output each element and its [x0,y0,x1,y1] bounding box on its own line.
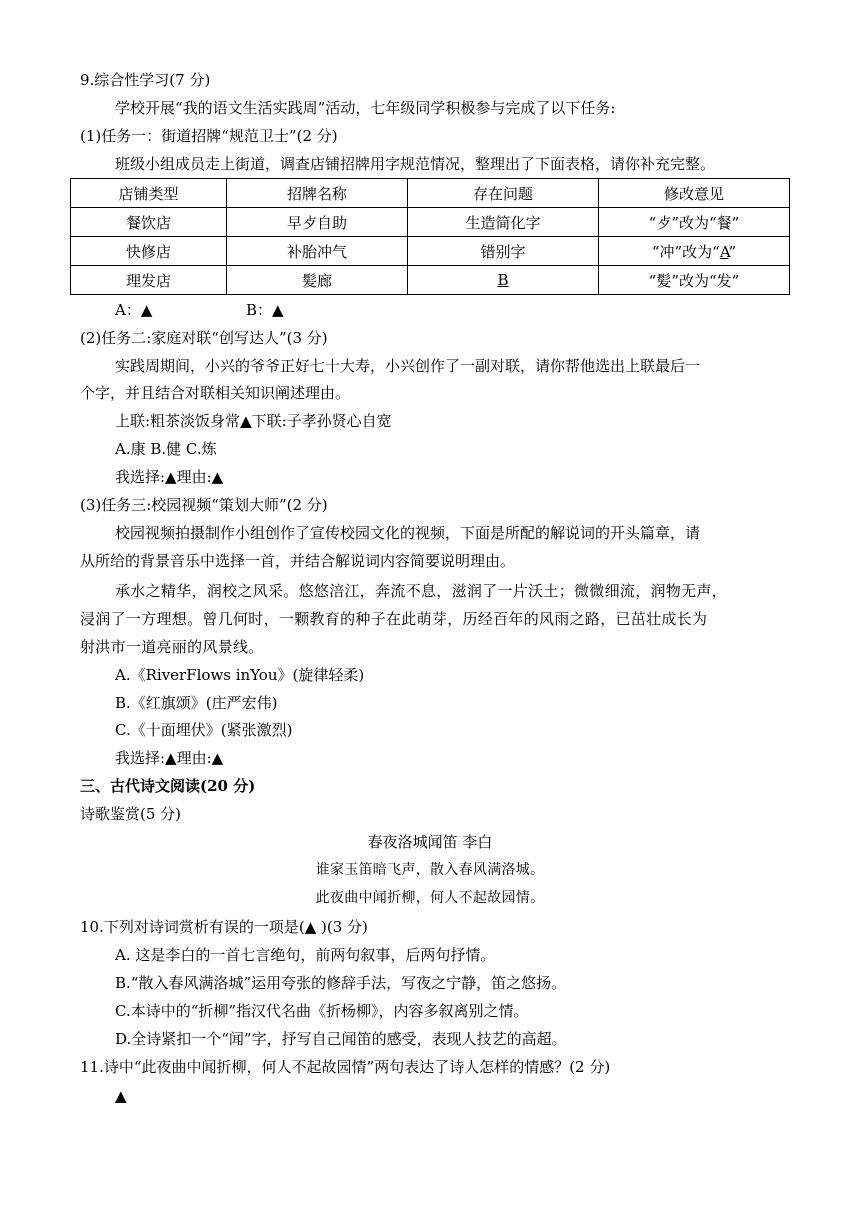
couplet-upper: 上联:粗茶淡饭身常 [115,412,241,430]
table-cell: 生造简化字 [408,208,599,237]
q10-option-d: D.全诗紧扣一个“闻”字，抒写自己闻笛的感受，表现人技艺的高超。 [115,1030,567,1048]
cell-text: “冲”改为“ [651,242,720,261]
table-cell: 理发店 [71,266,227,295]
task2-desc: 实践周期间，小兴的爷爷正好七十大寿，小兴创作了一副对联，请你帮他选出上联最后一 [115,357,701,375]
table-header: 修改意见 [599,179,790,208]
task2-title: (2)任务二:家庭对联“创写达人”(3 分) [80,329,328,347]
cell-text: ” [728,242,737,261]
poem-title: 春夜洛城闻笛 李白 [367,833,493,851]
table-cell: 髪廊 [227,266,408,295]
table-cell: “歺”改为“餐” [599,208,790,237]
couplet-blank: ▲ [240,412,252,430]
poem-line: 此夜曲中闻折柳，何人不起故园情。 [315,890,545,906]
answer-a: A：▲ [115,301,153,319]
q10-option-a: A. 这是李白的一首七言绝句，前两句叙事，后两句抒情。 [115,946,496,964]
music-option-a: A.《RiverFlows inYou》(旋律轻柔) [115,666,365,684]
table-header: 招牌名称 [227,179,408,208]
q9-intro: 学校开展“我的语文生活实践周”活动，七年级同学积极参与完成了以下任务: [115,99,616,117]
table-cell: 错别字 [408,237,599,266]
q11-answer-blank: ▲ [115,1087,127,1105]
music-option-c: C.《十面埋伏》(紧张激烈) [115,721,293,739]
q10-option-c: C.本诗中的“折柳”指汉代名曲《折杨柳》，内容多叙离别之情。 [115,1002,529,1020]
task1-desc: 班级小组成员走上街道，调查店铺招牌用字规范情况，整理出了下面表格，请你补充完整。 [115,155,716,173]
task3-title: (3)任务三:校园视频“策划大师”(2 分) [80,496,328,514]
table-row [71,266,790,295]
blank-a: A [719,242,729,261]
task1-title: (1)任务一：街道招牌“规范卫士”(2 分) [80,127,338,145]
table-header: 店铺类型 [71,179,227,208]
task3-desc: 校园视频拍摄制作小组创作了宣传校园文化的视频，下面是所配的解说词的开头篇章，请 [115,524,701,542]
blank-b: B [408,266,599,295]
task3-desc: 从所给的背景音乐中选择一首，并结合解说词内容简要说明理由。 [80,552,516,570]
table-row [71,237,790,266]
table-cell: 餐饮店 [71,208,227,237]
task2-desc: 个字，并且结合对联相关知识阐述理由。 [80,384,351,402]
table-cell: 早歺自助 [227,208,408,237]
couplet-lower: 下联:子孝孙贤心自宽 [251,412,392,430]
passage-line: 浸润了一方理想。曾几何时，一颗教育的种子在此萌芽，历经百年的风雨之路，已茁壮成长为 [80,610,708,628]
table-header: 存在问题 [408,179,599,208]
table-cell: 快修店 [71,237,227,266]
table-cell: “髪”改为“发” [599,266,790,295]
task3-choose: 我选择:▲理由:▲ [115,749,224,767]
q9-title: 9.综合性学习(7 分) [80,71,211,89]
signboard-table [70,178,790,295]
passage-line: 射洪市一道亮丽的风景线。 [80,638,264,656]
couplet [115,411,392,431]
table-row [71,208,790,237]
q10-option-b: B.“散入春风满洛城”运用夸张的修辞手法，写夜之宁静，笛之悠扬。 [115,974,567,992]
q11-stem: 11.诗中“此夜曲中闻折柳，何人不起故园情”两句表达了诗人怎样的情感？(2 分) [80,1058,611,1076]
task2-options: A.康 B.健 C.炼 [115,440,217,458]
table-cell: 补胎冲气 [227,237,408,266]
section-heading: 三、古代诗文阅读(20 分) [80,777,256,795]
task2-choose: 我选择:▲理由:▲ [115,468,224,486]
section-sub: 诗歌鉴赏(5 分) [80,805,182,823]
answer-b: B：▲ [246,301,284,319]
q10-stem: 10.下列对诗词赏析有误的一项是(▲ )(3 分) [80,918,368,936]
music-option-b: B.《红旗颂》(庄严宏伟) [115,694,278,712]
table-cell [599,237,790,266]
poem-line: 谁家玉笛暗飞声，散入春风满洛城。 [315,862,545,878]
passage-line: 承水之精华，润校之风采。悠悠涪江，奔流不息，滋润了一片沃土；微微细流，润物无声， [115,582,728,600]
table-header-row [71,179,790,208]
